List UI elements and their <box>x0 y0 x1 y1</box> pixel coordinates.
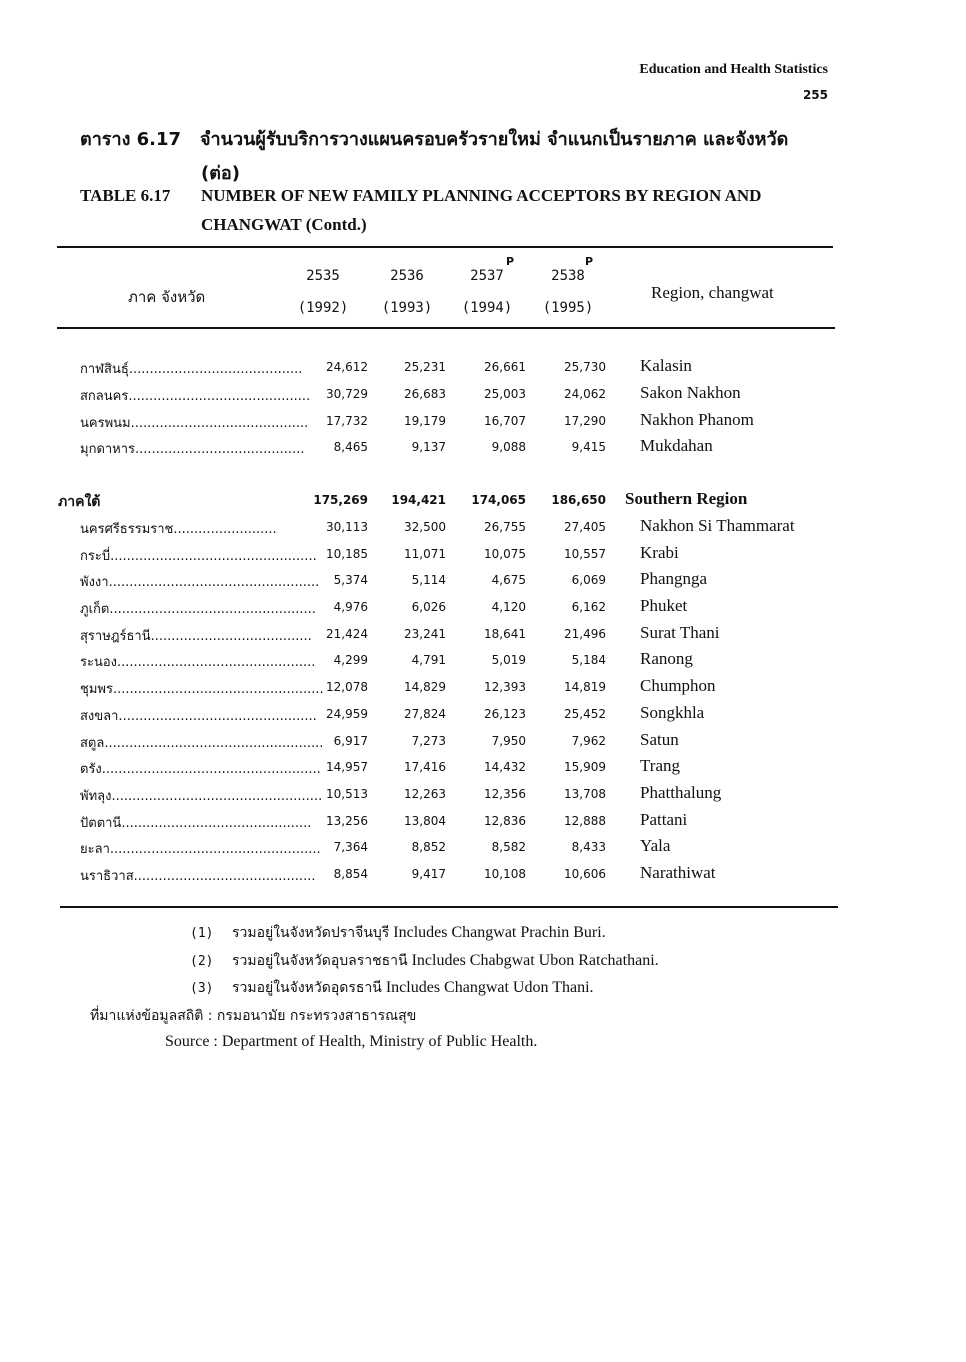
changwat-name-english: Chumphon <box>640 676 716 695</box>
changwat-name-english: Kalasin <box>640 356 692 375</box>
table-row <box>0 354 966 380</box>
changwat-name-thai: สุราษฎร์ธานี....................................... <box>80 629 312 644</box>
source-english: Source : Department of Health, Ministry of Public Health. <box>165 1033 538 1050</box>
english-caption-continued: CHANGWAT (Contd.) <box>201 215 367 234</box>
value-cell: 6,069 <box>571 573 606 587</box>
changwat-name-english: Phatthalung <box>640 783 722 802</box>
value-cell: 13,804 <box>404 814 446 828</box>
changwat-name-thai: ชุมพร................................................... <box>80 682 324 697</box>
thai-table-caption <box>80 124 840 156</box>
value-cell: 8,582 <box>491 840 526 854</box>
value-cell: 7,273 <box>411 734 446 748</box>
changwat-name-english: Phangnga <box>640 569 708 588</box>
footnote-english: Includes Changwat Udon Thani. <box>385 979 594 996</box>
value-cell: 8,465 <box>333 440 368 454</box>
thai-caption-label <box>80 124 200 156</box>
value-cell: 16,707 <box>484 414 526 428</box>
running-header-title: Education and Health Statistics <box>639 62 828 77</box>
value-cell: 7,950 <box>491 734 526 748</box>
value-cell: 194,421 <box>391 493 446 507</box>
value-cell: 14,819 <box>564 680 606 694</box>
value-cell: 26,661 <box>484 360 526 374</box>
changwat-name-thai: สตูล..................................................... <box>80 736 324 751</box>
value-cell: 12,888 <box>564 814 606 828</box>
value-cell: 175,269 <box>313 493 368 507</box>
footnote-mark: (2) <box>190 954 214 969</box>
changwat-name-english: Trang <box>640 756 680 775</box>
value-cell: 10,185 <box>326 547 368 561</box>
changwat-name-english: Mukdahan <box>640 436 713 455</box>
footnote-mark: (3) <box>190 981 214 996</box>
changwat-name-thai: สกลนคร............................................ <box>80 389 311 404</box>
changwat-name-thai: กระบี่.................................................. <box>80 549 317 564</box>
table-bottom-rule <box>60 906 838 908</box>
table-row <box>0 594 966 620</box>
preliminary-mark-2538: P <box>584 255 594 268</box>
changwat-name-english: Ranong <box>640 649 693 668</box>
table-row <box>0 728 966 754</box>
changwat-name-thai: ปัตตานี.............................................. <box>80 816 312 831</box>
preliminary-mark-2537: P <box>505 255 515 268</box>
column-head-english: Region, changwat <box>651 283 774 302</box>
table-row <box>0 754 966 780</box>
value-cell: 8,854 <box>333 867 368 881</box>
value-cell: 10,557 <box>564 547 606 561</box>
value-cell: 5,184 <box>571 653 606 667</box>
year-ce-1993: (1993) <box>381 300 433 316</box>
value-cell: 25,231 <box>404 360 446 374</box>
footnote-thai: รวมอยู่ในจังหวัดปราจีนบุรี <box>232 925 390 941</box>
thai-caption-number: 6.17 <box>136 129 182 150</box>
table-top-rule <box>57 246 833 248</box>
table-row <box>0 808 966 834</box>
table-header-rule <box>57 327 835 329</box>
value-cell: 18,641 <box>484 627 526 641</box>
table-row <box>0 834 966 860</box>
column-head-thai: ภาค จังหวัด <box>128 288 206 306</box>
value-cell: 7,962 <box>571 734 606 748</box>
year-ce-1994: (1994) <box>461 300 513 316</box>
changwat-name-english: Yala <box>640 836 671 855</box>
value-cell: 5,019 <box>491 653 526 667</box>
value-cell: 17,416 <box>404 760 446 774</box>
value-cell: 26,755 <box>484 520 526 534</box>
value-cell: 26,683 <box>404 387 446 401</box>
table-row <box>0 567 966 593</box>
value-cell: 13,256 <box>326 814 368 828</box>
year-be-2537: 2537 <box>470 268 504 284</box>
value-cell: 6,917 <box>333 734 368 748</box>
footnote-english: Includes Chabgwat Ubon Ratchathani. <box>411 952 659 969</box>
region-row <box>0 487 966 513</box>
changwat-name-thai: ตรัง..................................................... <box>80 762 321 777</box>
value-cell: 12,263 <box>404 787 446 801</box>
value-cell: 21,424 <box>326 627 368 641</box>
footnote-mark: (1) <box>190 926 214 941</box>
value-cell: 5,114 <box>411 573 446 587</box>
table-row <box>0 861 966 887</box>
thai-caption-continued: (ต่อ) <box>201 163 240 184</box>
value-cell: 10,108 <box>484 867 526 881</box>
value-cell: 24,959 <box>326 707 368 721</box>
value-cell: 14,829 <box>404 680 446 694</box>
value-cell: 25,003 <box>484 387 526 401</box>
footnote-2 <box>190 950 659 972</box>
year-be-2538: 2538 <box>551 268 585 284</box>
source-thai: ที่มาแห่งข้อมูลสถิติ : กรมอนามัย กระทรวงสาธารณสุข <box>90 1008 417 1024</box>
value-cell: 17,732 <box>326 414 368 428</box>
value-cell: 24,612 <box>326 360 368 374</box>
value-cell: 6,026 <box>411 600 446 614</box>
table-row <box>0 781 966 807</box>
value-cell: 9,417 <box>411 867 446 881</box>
footnote-english: Includes Changwat Prachin Buri. <box>393 924 606 941</box>
value-cell: 174,065 <box>471 493 526 507</box>
footnote-thai: รวมอยู่ในจังหวัดอุดรธานี <box>232 980 382 996</box>
value-cell: 25,730 <box>564 360 606 374</box>
thai-caption-title: จำนวนผู้รับบริการวางแผนครอบครัวรายใหม่ จำแนกเป็นรายภาค และจังหวัด <box>200 129 789 150</box>
value-cell: 14,957 <box>326 760 368 774</box>
value-cell: 27,824 <box>404 707 446 721</box>
changwat-name-english: Nakhon Phanom <box>640 410 754 429</box>
changwat-name-english: Songkhla <box>640 703 705 722</box>
value-cell: 24,062 <box>564 387 606 401</box>
value-cell: 11,071 <box>404 547 446 561</box>
changwat-name-thai: กาฬสินธุ์.......................................... <box>80 362 303 377</box>
value-cell: 10,075 <box>484 547 526 561</box>
value-cell: 8,433 <box>571 840 606 854</box>
value-cell: 4,675 <box>491 573 526 587</box>
value-cell: 19,179 <box>404 414 446 428</box>
value-cell: 10,606 <box>564 867 606 881</box>
changwat-name-thai: นครพนม........................................... <box>80 416 309 431</box>
value-cell: 7,364 <box>333 840 368 854</box>
value-cell: 17,290 <box>564 414 606 428</box>
english-table-caption <box>80 186 761 206</box>
year-be-2535: 2535 <box>306 268 340 284</box>
value-cell: 23,241 <box>404 627 446 641</box>
value-cell: 8,852 <box>411 840 446 854</box>
changwat-name-english: Krabi <box>640 543 679 562</box>
changwat-name-thai: นราธิวาส............................................ <box>80 869 316 884</box>
value-cell: 6,162 <box>571 600 606 614</box>
region-name-thai: ภาคใต้ <box>58 494 101 510</box>
english-caption-title: NUMBER OF NEW FAMILY PLANNING ACCEPTORS BY REGION AND <box>201 186 762 205</box>
table-row <box>0 514 966 540</box>
table-row <box>0 381 966 407</box>
footnote-1 <box>190 922 606 944</box>
value-cell: 4,976 <box>333 600 368 614</box>
table-row <box>0 701 966 727</box>
value-cell: 14,432 <box>484 760 526 774</box>
value-cell: 12,356 <box>484 787 526 801</box>
changwat-name-english: Pattani <box>640 810 688 829</box>
value-cell: 9,088 <box>491 440 526 454</box>
changwat-name-thai: มุกดาหาร......................................... <box>80 442 305 457</box>
page-number: 255 <box>802 88 828 102</box>
value-cell: 186,650 <box>551 493 606 507</box>
changwat-name-english: Satun <box>640 730 679 749</box>
footnote-3 <box>190 977 594 999</box>
value-cell: 26,123 <box>484 707 526 721</box>
table-row <box>0 647 966 673</box>
changwat-name-thai: ยะลา................................................... <box>80 842 321 857</box>
changwat-name-english: Phuket <box>640 596 688 615</box>
changwat-name-english: Sakon Nakhon <box>640 383 741 402</box>
value-cell: 13,708 <box>564 787 606 801</box>
changwat-name-thai: ระนอง................................................ <box>80 655 316 670</box>
value-cell: 12,078 <box>326 680 368 694</box>
value-cell: 21,496 <box>564 627 606 641</box>
year-ce-1992: (1992) <box>297 300 349 316</box>
value-cell: 30,729 <box>326 387 368 401</box>
changwat-name-english: Surat Thani <box>640 623 720 642</box>
value-cell: 27,405 <box>564 520 606 534</box>
region-name-english: Southern Region <box>625 489 748 508</box>
changwat-name-thai: สงขลา................................................ <box>80 709 317 724</box>
table-row <box>0 408 966 434</box>
value-cell: 4,120 <box>491 600 526 614</box>
english-caption-label: TABLE 6.17 <box>80 186 171 205</box>
value-cell: 25,452 <box>564 707 606 721</box>
value-cell: 10,513 <box>326 787 368 801</box>
value-cell: 4,791 <box>411 653 446 667</box>
table-row <box>0 541 966 567</box>
changwat-name-english: Nakhon Si Thammarat <box>640 516 795 535</box>
table-row <box>0 674 966 700</box>
year-ce-1995: (1995) <box>542 300 594 316</box>
changwat-name-thai: พังงา................................................... <box>80 575 320 590</box>
value-cell: 30,113 <box>326 520 368 534</box>
thai-caption-word: ตาราง <box>80 129 131 150</box>
value-cell: 4,299 <box>333 653 368 667</box>
footnote-thai: รวมอยู่ในจังหวัดอุบลราชธานี <box>232 953 408 969</box>
year-be-2536: 2536 <box>390 268 424 284</box>
table-row <box>0 621 966 647</box>
table-row <box>0 434 966 460</box>
value-cell: 12,836 <box>484 814 526 828</box>
changwat-name-thai: พัทลุง................................................... <box>80 789 323 804</box>
value-cell: 32,500 <box>404 520 446 534</box>
changwat-name-thai: ภูเก็ต.................................................. <box>80 602 316 617</box>
changwat-name-thai: นครศรีธรรมราช......................... <box>80 522 277 537</box>
value-cell: 15,909 <box>564 760 606 774</box>
value-cell: 5,374 <box>333 573 368 587</box>
value-cell: 9,137 <box>411 440 446 454</box>
value-cell: 9,415 <box>571 440 606 454</box>
changwat-name-english: Narathiwat <box>640 863 716 882</box>
value-cell: 12,393 <box>484 680 526 694</box>
